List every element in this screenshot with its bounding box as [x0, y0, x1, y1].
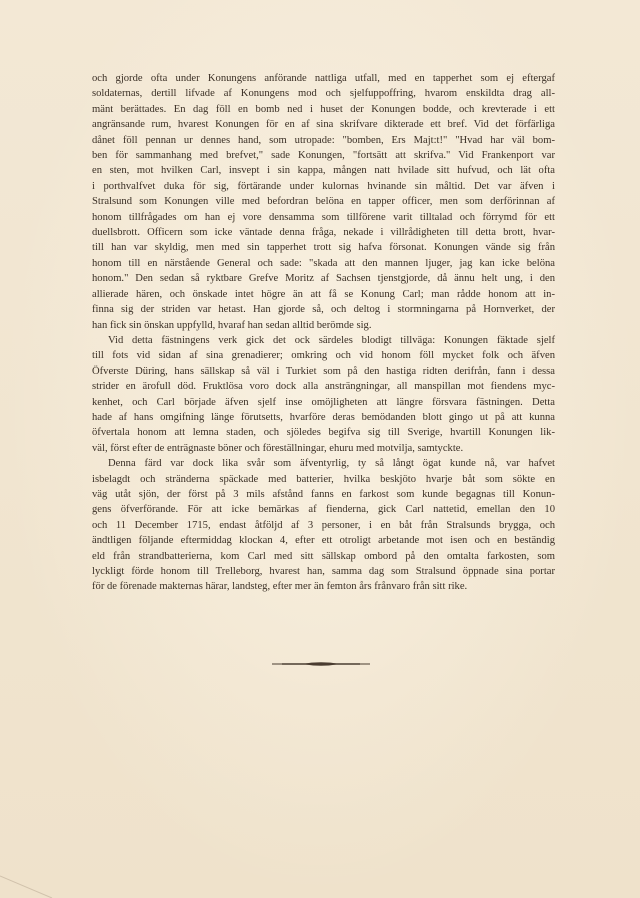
- text-line: hade af hans omgifning länge förutsetts, hvarföre deras bemödanden blott gingo ut på att kunna: [92, 411, 555, 423]
- text-line: honom till en närstående General och sade: "skada att den mannen ljuger, jag kan icke belöna: [92, 257, 555, 269]
- paragraph-1: [92, 71, 555, 333]
- page-corner-edge: [0, 838, 60, 898]
- text-line: väl, först efter de enträgnaste böner och föreställningar, ehuru med motvilja, samtyckte.: [92, 442, 464, 454]
- text-line: ben för sammanhang med brefvet," sade Konungen, "fortsätt att skrifva." Vid Frankenport var: [92, 150, 555, 162]
- text-line: allierade hären, och önskade intet högre än att få se Konung Carl; man rådde honom att in-: [92, 288, 555, 300]
- text-line: isbelagdt och stränderna späckade med batterier, hvilka beskjöto hvarje båt som sökte en: [92, 473, 555, 485]
- text-line: gens öfverförande. För att icke bemärkas af fienderna, gick Carl nattetid, emellan den 10: [92, 504, 555, 516]
- text-line: Denna färd var dock lika svår som äfventyrlig, ty så långt ögat kunde nå, var hafvet: [108, 458, 555, 470]
- text-line: eld från strandbatterierna, kom Carl med sitt sällskap ombord på den omtalta farkosten, som: [92, 550, 555, 562]
- text-line: duellsbrott. Officern som icke väntade denna fråga, nekade i villrådigheten till detta brott, hvar-: [92, 227, 555, 239]
- text-line: väg utåt sjön, der först på 3 mils afstånd fanns en farkost som kunde begagnas till Konun-: [92, 488, 555, 500]
- text-line: Vid detta fästningens verk gick det ock särdeles blodigt tillväga: Konungen fäktade sjelf: [108, 334, 555, 346]
- text-line: ändtligen följande eftermiddag klockan 4, efter ett otroligt arbetande mot isen och en beständig: [92, 535, 555, 547]
- text-line: och gjorde ofta under Konungens anförande nattliga utfall, med en tapperhet som ej eftergaf: [92, 73, 555, 84]
- text-line: i porthvalfvet duka för sig, förtärande under kulornas hvinande sin måltid. Det var äfven i: [92, 180, 555, 192]
- text-line: till fots vid sidan af sina grenadierer; omkring och vid honom föll mycket folk och äfven: [92, 350, 555, 362]
- text-line: honom tillfrågades om han ej vore densamma som tillförene varit tilltalad och förrymd för ett: [92, 211, 555, 223]
- body-text: [92, 71, 555, 595]
- paragraph-2: [92, 333, 555, 456]
- text-line: Stralsund som Konungen ville med befordran belöna en tapper officer, men som derförinnan af: [92, 196, 555, 208]
- text-line: kenhet, och Carl började äfven sjelf inse omöjligheten att längre försvara fästningen. Detta: [92, 396, 555, 408]
- text-line: angränsande rum, hvarest Konungen för en af sina skrifvare dikterade ett bref. Vid det förfärliga: [92, 119, 555, 131]
- text-line: strider en ärofull död. Fruktlösa voro dock alla ansträngningar, all manspillan mot fiendens myc-: [92, 381, 555, 393]
- text-line: soldaternas, dertill lifvade af Konungens mod och sjelfuppoffring, hvarom enskildta drag all-: [92, 88, 555, 100]
- text-line: Öfverste Düring, hans sällskap så väl i Turkiet som på den hastiga ridten derifrån, fann i dessa: [92, 365, 555, 377]
- ornamental-rule: [272, 660, 370, 668]
- paragraph-3: [92, 456, 555, 595]
- text-line: till han var skyldig, men med sin tapperhet trott sig hafva försonat. Konungen vände sig från: [92, 242, 555, 254]
- text-line: öfvertala honom att lemna staden, och sjöledes begifva sig till Sverige, hvartill Konungen lik-: [92, 427, 555, 439]
- text-line: finna sig der striden var hetast. Han gjorde så, och deltog i stormningarna på Hornverket, der: [92, 304, 555, 316]
- text-line: han fick sin önskan uppfylld, hvaraf han sedan alltid berömde sig.: [92, 319, 372, 331]
- text-line: en sten, mot hvilken Carl, insvept i sin kappa, mången natt hvilade sitt hufvud, och lät ofta: [92, 165, 555, 177]
- text-line: dånet föll pennan ur dennes hand, som utropade: "bomben, Ers Majt:t!" "Hvad har väl bom-: [92, 134, 555, 146]
- text-line: för de förenade makternas härar, landsteg, efter mer än femton års frånvaro från sitt rike.: [92, 581, 468, 593]
- text-line: lyckligt förde honom till Trelleborg, hvarest han, samma dag som Stralsund öppnade sina portar: [92, 566, 555, 577]
- text-line: mänt berättades. En dag föll en bomb ned i huset der Konungen bodde, och krevterade i ett: [92, 103, 555, 115]
- text-line: och 11 December 1715, endast åtföljd af 3 personer, i en båt från Stralsunds brygga, och: [92, 519, 555, 531]
- text-line: honom." Den sedan så ryktbare Grefve Moritz af Sachsen tjenstgjorde, då ännu helt ung, i den: [92, 273, 555, 285]
